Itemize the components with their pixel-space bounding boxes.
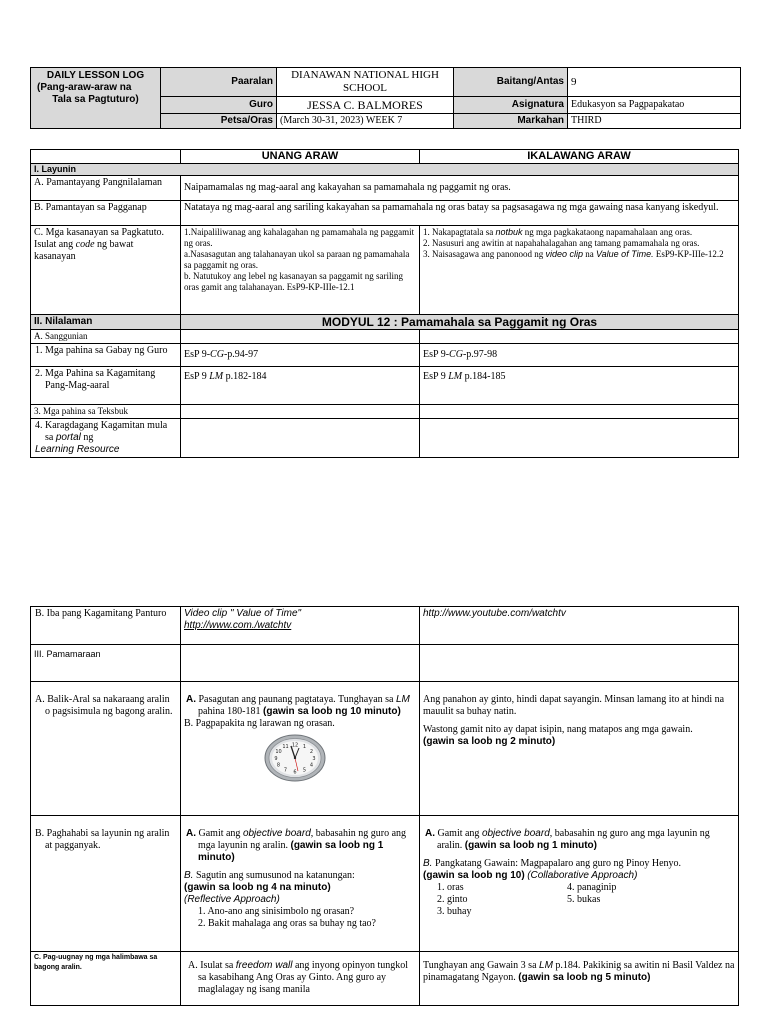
- pag-uugnay-day2: Tunghayan ang Gawain 3 sa LM p.184. Pakikinig sa awitin ni Basil Valdez na pinamagatang Ngayon. (gawin sa loob ng 5 minuto): [420, 952, 739, 1006]
- pag-day1-b: B. Sagutin ang sumusunod na katanungan:: [184, 870, 355, 881]
- dll-subtitle-1: (Pang-araw-araw na: [37, 82, 132, 93]
- day1-objective-b: b. Natutukoy ang lebel ng kasanayan sa paggamit ng sariling oras gamit ang talahanayan. EsP9-KP-IIIe-12.1: [184, 271, 403, 292]
- blank-header: [31, 150, 181, 164]
- pag-day1-b-time: (gawin sa loob ng 4 na minuto): [184, 882, 331, 893]
- teksbuk-day2: [420, 405, 739, 419]
- clock-image: [264, 734, 326, 782]
- day2-objective-2: 2. Nasusuri ang awitin at napahahalagahan ang tamang pamamahala ng oras.: [423, 238, 700, 248]
- paghahabi-label: B. Paghahabi sa layunin ng aralin at pagganyak.: [31, 816, 181, 952]
- clock-numeral: 9: [274, 755, 278, 762]
- pagganap-label: B. Pamantayan sa Pagganap: [31, 201, 181, 226]
- unang-araw-header: UNANG ARAW: [181, 150, 420, 164]
- day2-objective-1: 1. Nakapagtatala sa notbuk ng mga pagkakataong napamahalaan ang oras.: [423, 227, 693, 237]
- video-link-day1[interactable]: http://www.com./watchtv: [184, 620, 292, 631]
- balik-day2-time: (gawin sa loob ng 2 minuto): [423, 736, 556, 747]
- day1-objective-a: a.Nasasagutan ang talahanayan ukol sa paraan ng pamamahala sa paggamit ng oras.: [184, 249, 410, 270]
- header-table: [30, 67, 741, 129]
- pinoy-henyo-words: [423, 882, 735, 918]
- asignatura-value: Edukasyon sa Pagpapakatao: [568, 97, 741, 114]
- clock-numeral: 7: [283, 767, 288, 774]
- gabay-label: 1. Mga pahina sa Gabay ng Guro: [31, 344, 181, 367]
- kasanayan-day1: [181, 226, 420, 315]
- iba-pang-day2: [420, 607, 739, 645]
- pamamaraan-day1: [181, 645, 420, 682]
- gabay-day2: EsP 9-CG-p.97-98: [420, 344, 739, 367]
- balik-aral-label: A. Balik-Aral sa nakaraang aralin o pagsisimula ng bagong aralin.: [31, 682, 181, 816]
- balik-day1-a: A. Pasagutan ang paunang pagtataya. Tunghayan sa LM pahina 180-181 (gawin sa loob ng 10 minuto): [186, 694, 410, 717]
- clock-numeral: 12: [291, 742, 299, 749]
- teksbuk-label: 3. Mga pahina sa Teksbuk: [31, 405, 181, 419]
- word-item: 3. buhay: [437, 906, 472, 917]
- paghahabi-day2: [420, 816, 739, 952]
- sanggunian-day2: [420, 330, 739, 344]
- baitang-label: Baitang/Antas: [454, 68, 568, 97]
- dll-subtitle-2: Tala sa Pagtuturo): [52, 94, 139, 105]
- clock-numeral: 8: [276, 762, 281, 769]
- word-item: 5. bukas: [567, 894, 601, 905]
- pag-day2-b: B. Pangkatang Gawain: Magpapalaro ang guro ng Pinoy Henyo.: [423, 858, 682, 869]
- clock-numeral: 10: [275, 749, 282, 756]
- balik-aral-day2: [420, 682, 739, 816]
- kagamitang-day1: EsP 9 LM p.182-184: [181, 367, 420, 405]
- pamamaraan-day2: [420, 645, 739, 682]
- day1-objective-1: 1.Naipaliliwanag ang kahalagahan ng pamamahala ng paggamit ng oras.: [184, 227, 415, 248]
- markahan-value: THIRD: [568, 114, 741, 129]
- pamantayang-value: Naipamamalas ng mag-aaral ang kakayahan sa pamamahala ng paggamit ng oras.: [181, 176, 739, 201]
- pag-uugnay-day1: A. Isulat sa freedom wall ang inyong opinyon tungkol sa kasabihang Ang Oras ay Ginto. Ang guro ay maglalagay ng isang manila: [181, 952, 420, 1006]
- pamamaraan-heading: III. Pamamaraan: [31, 645, 181, 682]
- balik-day2-p2: Wastong gamit nito ay dapat isipin, nang matapos ang mga gawain.: [423, 724, 693, 735]
- clock-numeral: 1: [302, 744, 307, 751]
- paghahabi-day1: [181, 816, 420, 952]
- gabay-day1: EsP 9-CG-p.94-97: [181, 344, 420, 367]
- modyul-title: MODYUL 12 : Pamamahala sa Paggamit ng Oras: [181, 315, 739, 330]
- balik-aral-day1: [181, 682, 420, 816]
- pag-day2-a: A. Gamit ang objective board, babasahin ng guro ang mga layunin ng aralin. (gawin sa loob ng 1 minuto): [425, 828, 710, 851]
- guro-label: Guro: [161, 97, 277, 114]
- lesson-table-2: [30, 606, 739, 1006]
- lesson-table-1: [30, 149, 739, 458]
- baitang-value: 9: [568, 68, 741, 97]
- balik-day2-p1: Ang panahon ay ginto, hindi dapat sayangin. Minsan lamang ito at hindi na mauulit sa buhay natin.: [423, 694, 725, 717]
- kagamitang-day2: EsP 9 LM p.184-185: [420, 367, 739, 405]
- kasanayan-day2: [420, 226, 739, 315]
- paaralan-label: Paaralan: [161, 68, 277, 97]
- clock-numeral: 3: [312, 755, 316, 762]
- nilalaman-heading: II. Nilalaman: [31, 315, 181, 330]
- sanggunian-label: A. Sanggunian: [31, 330, 181, 344]
- karagdagang-day1: [181, 419, 420, 458]
- markahan-label: Markahan: [454, 114, 568, 129]
- paaralan-value: DIANAWAN NATIONAL HIGH SCHOOL: [277, 68, 454, 97]
- word-item: 1. oras: [437, 882, 464, 893]
- pag-day2-b-time: (gawin sa loob ng 10) (Collaborative Approach): [423, 870, 638, 881]
- karagdagang-day2: [420, 419, 739, 458]
- clock-numeral: 5: [302, 767, 307, 774]
- pag-day1-b-approach: (Reflective Approach): [184, 894, 280, 905]
- clock-numeral: 4: [309, 762, 314, 769]
- word-item: 4. panaginip: [567, 882, 617, 893]
- karagdagang-label: 4. Karagdagang Kagamitan mula sa portal ng Learning Resource: [31, 419, 181, 458]
- ikalawang-araw-header: IKALAWANG ARAW: [420, 150, 739, 164]
- teksbuk-day1: [181, 405, 420, 419]
- kasanayan-label: C. Mga kasanayan sa Pagkatuto. Isulat ang code ng bawat kasanayan: [31, 226, 181, 315]
- iba-pang-label: B. Iba pang Kagamitang Panturo: [31, 607, 181, 645]
- video-clip-title: Video clip " Value of Time": [184, 608, 302, 619]
- day2-objective-3: 3. Naisasagawa ang panonood ng video clip na Value of Time. EsP9-KP-IIIe-12.2: [423, 249, 724, 259]
- petsa-label: Petsa/Oras: [161, 114, 277, 129]
- dll-title-cell: [31, 68, 161, 129]
- clock-numeral: 6: [293, 769, 297, 776]
- clock-icon: [264, 734, 326, 782]
- pamantayang-label: A. Pamantayang Pangnilalaman: [31, 176, 181, 201]
- kagamitang-label: 2. Mga Pahina sa Kagamitang Pang-Mag-aaral: [31, 367, 181, 405]
- pag-uugnay-label: C. Pag-uugnay ng mga halimbawa sa bagong aralin.: [31, 952, 181, 1006]
- sanggunian-day1: [181, 330, 420, 344]
- pag-day1-q2: 2. Bakit mahalaga ang oras sa buhay ng tao?: [198, 918, 376, 929]
- iba-pang-day1: [181, 607, 420, 645]
- word-item: 2. ginto: [437, 894, 468, 905]
- layunin-heading: I. Layunin: [31, 164, 739, 176]
- clock-numeral: 11: [282, 744, 289, 751]
- pag-day1-a: A. Gamit ang objective board, babasahin ng guro ang mga layunin ng aralin. (gawin sa loob ng 1 minuto): [186, 828, 407, 863]
- clock-numeral: 2: [309, 749, 314, 756]
- pagganap-value: Natataya ng mag-aaral ang sariling kakayahan sa pamamahala ng oras batay sa pagsasagawa ng mga gawaing nasa kanyang iskedyul.: [181, 201, 739, 226]
- guro-value: JESSA C. BALMORES: [277, 97, 454, 114]
- dll-title: DAILY LESSON LOG: [46, 70, 145, 81]
- balik-day1-b: B. Pagpapakita ng larawan ng orasan.: [184, 718, 335, 729]
- petsa-value: (March 30-31, 2023) WEEK 7: [277, 114, 454, 129]
- video-link-day2[interactable]: http://www.youtube.com/watchtv: [423, 608, 566, 619]
- asignatura-label: Asignatura: [454, 97, 568, 114]
- pag-day1-q1: 1. Ano-ano ang sinisimbolo ng orasan?: [198, 906, 355, 917]
